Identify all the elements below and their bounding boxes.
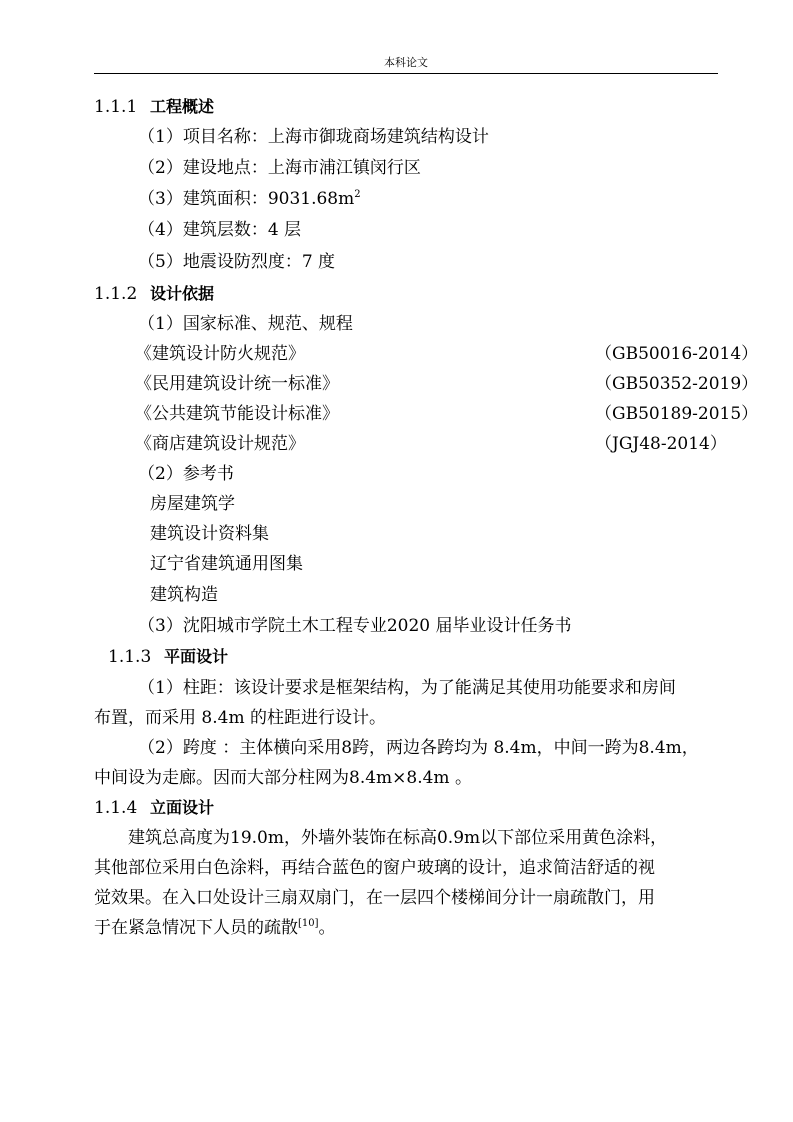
project-location: （2）建设地点：上海市浦江镇闵行区 xyxy=(138,158,421,178)
building-area-text: （3）建筑面积：9031.68m xyxy=(138,189,355,209)
section-number: 1.1.3 xyxy=(108,647,152,667)
elevation-line-4-text: 于在紧急情况下人员的疏散 xyxy=(94,918,298,938)
section-heading-1-1-1 xyxy=(94,96,214,118)
reference-book: 建筑设计资料集 xyxy=(150,524,269,544)
reference-book: 房屋建筑学 xyxy=(150,494,235,514)
section-title: 平面设计 xyxy=(164,647,229,666)
standard-code: （GB50189-2015） xyxy=(595,404,759,424)
standard-row xyxy=(135,373,759,395)
elevation-line-4 xyxy=(94,917,336,939)
area-superscript: 2 xyxy=(354,189,361,200)
standard-row xyxy=(135,433,735,455)
section-number: 1.1.4 xyxy=(94,798,138,818)
standards-subheading: （1）国家标准、规范、规程 xyxy=(138,314,353,334)
citation-ref: [10] xyxy=(298,918,319,929)
standard-name: 《民用建筑设计统一标准》 xyxy=(135,374,339,394)
section-heading-1-1-2 xyxy=(94,283,214,305)
column-spacing-line-1: （1）柱距：该设计要求是框架结构，为了能满足其使用功能要求和房间 xyxy=(138,678,676,698)
references-subheading: （2）参考书 xyxy=(138,464,234,484)
page-header: 本科论文 xyxy=(384,56,428,69)
standard-row xyxy=(135,343,759,365)
reference-book: 建筑构造 xyxy=(150,585,218,605)
standard-code: （JGJ48-2014） xyxy=(595,434,727,454)
section-title: 立面设计 xyxy=(150,798,215,817)
standard-name: 《建筑设计防火规范》 xyxy=(135,344,305,364)
span-line-1: （2）跨度 ：主体横向采用8跨，两边各跨均为 8.4m，中间一跨为8.4m， xyxy=(138,738,699,758)
section-number: 1.1.1 xyxy=(94,97,138,117)
elevation-line-4-end: 。 xyxy=(318,918,336,938)
section-title: 设计依据 xyxy=(150,284,215,303)
seismic-intensity: （5）地震设防烈度：7 度 xyxy=(138,252,336,272)
section-title: 工程概述 xyxy=(150,97,215,116)
standard-code: （GB50016-2014） xyxy=(595,344,759,364)
reference-book: 辽宁省建筑通用图集 xyxy=(150,554,303,574)
project-name: （1）项目名称：上海市御珑商场建筑结构设计 xyxy=(138,127,489,147)
column-spacing-line-2: 布置，而采用 8.4m 的柱距进行设计。 xyxy=(94,708,386,728)
standard-code: （GB50352-2019） xyxy=(595,374,759,394)
elevation-line-1: 建筑总高度为19.0m，外墙外装饰在标高0.9m以下部位采用黄色涂料， xyxy=(128,828,668,848)
header-rule xyxy=(94,73,718,74)
task-book: （3）沈阳城市学院土木工程专业2020 届毕业设计任务书 xyxy=(138,616,572,636)
building-floors: （4）建筑层数：4 层 xyxy=(138,220,302,240)
span-line-2: 中间设为走廊。因而大部分柱网为8.4m×8.4m 。 xyxy=(94,768,472,788)
section-number: 1.1.2 xyxy=(94,284,138,304)
elevation-line-3: 觉效果。在入口处设计三扇双扇门，在一层四个楼梯间分计一扇疏散门，用 xyxy=(94,888,655,908)
standard-name: 《公共建筑节能设计标准》 xyxy=(135,404,339,424)
building-area xyxy=(138,188,361,210)
section-heading-1-1-4 xyxy=(94,797,214,819)
standard-row xyxy=(135,403,759,425)
section-heading-1-1-3 xyxy=(108,646,228,668)
elevation-line-2: 其他部位采用白色涂料，再结合蓝色的窗户玻璃的设计，追求简洁舒适的视 xyxy=(94,858,655,878)
standard-name: 《商店建筑设计规范》 xyxy=(135,434,305,454)
